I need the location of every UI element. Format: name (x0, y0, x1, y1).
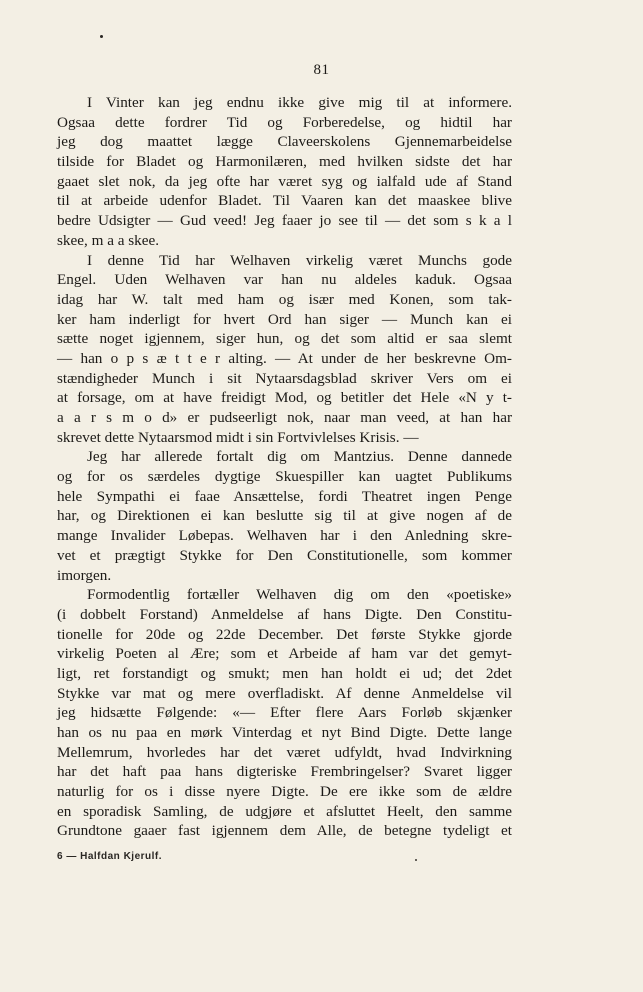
text-line: hele Sympathi ei faae Ansættelse, fordi Theatret ingen Penge (57, 487, 512, 505)
text-line: I Vinter kan jeg endnu ikke give mig til at informere. (87, 94, 512, 111)
body-text (57, 93, 512, 841)
text-line: han os nu paa en mørk Vinterdag et nyt Bind Digte. Dette lange (57, 724, 512, 741)
text-line: gaaet slet nok, da jeg ofte har været syg og ialfald ude af Stand (57, 172, 512, 190)
text-line: — han o p s æ t t e r alting. — At under de her beskrevne Om- (57, 349, 512, 367)
text-line: mange Invalider Løbepas. Welhaven har i den Anledning skre- (57, 527, 512, 545)
text-line: naturlig for os i disse nyere Digte. De ere ikke som de ældre (57, 783, 512, 801)
text-line: Grundtone gaaer fast igjennem dem Alle, de betegne tydeligt et (57, 822, 512, 840)
text-line: at forsage, om at have freidigt Mod, og betitler det Hele «N y t- (57, 389, 512, 407)
text-line: Engel. Uden Welhaven var han nu aldeles kaduk. Ogsaa (57, 271, 512, 289)
text-line: Jeg har allerede fortalt dig om Mantzius. Denne dannede (87, 448, 512, 466)
text-line: imorgen. (57, 566, 112, 584)
text-line: og for os særdeles dygtige Skuespiller kan uagtet Publikums (57, 468, 512, 486)
text-line: I denne Tid har Welhaven virkelig været Munchs gode (87, 251, 512, 269)
ink-dot (415, 859, 417, 861)
text-line: a a r s m o d» er pudseerligt nok, naar man veed, at han har (57, 409, 512, 426)
text-line: vet et prægtigt Stykke for Den Constitutionelle, som kommer (57, 546, 512, 564)
text-line: til at arbeide udenfor Bladet. Til Vaaren kan det maaskee blive (57, 192, 512, 210)
text-line: en sporadisk Samling, de udgjøre et afsluttet Heelt, den samme (57, 802, 512, 820)
text-line: skee, m a a skee. (57, 231, 160, 249)
text-line: ker ham inderligt for hvert Ord han siger — Munch kan ei (57, 310, 512, 328)
page-number: 81 (313, 62, 330, 78)
text-line: sætte noget igjennem, siger hun, og det som altid er saa slemt (57, 330, 512, 348)
text-line: Ogsaa dette fordrer Tid og Forberedelse, og hidtil har (57, 113, 512, 131)
text-line: jeg hidsætte Følgende: «— Efter flere Aars Forløb skjænker (57, 704, 512, 722)
text-line: tilside for Bladet og Harmonilæren, med hvilken sidste det har (57, 153, 512, 171)
text-line: bedre Udsigter — Gud veed! Jeg faaer jo see til — det som s k a l (57, 212, 512, 230)
signature-mark: 6 — Halfdan Kjerulf. (57, 851, 163, 862)
text-line: idag har W. talt med ham og især med Konen, som tak- (57, 290, 512, 308)
text-line: Mellemrum, hvorledes har det været udfyldt, hvad Indvirkning (57, 743, 512, 761)
text-line: virkelig Poeten al Ære; som et Arbeide af ham var det gemyt- (57, 645, 512, 663)
text-line: ligt, ret forstandigt og smukt; men han holdt ei ud; det 2det (57, 664, 512, 682)
text-line: jeg dog maattet lægge Claveerskolens Gjennemarbeidelse (57, 133, 512, 151)
text-line: stændigheder Munch i sit Nytaarsdagsblad skriver Vers om ei (57, 369, 512, 387)
text-line: har det haft paa hans digteriske Frembringelser? Svaret ligger (57, 763, 512, 781)
text-line: tionelle for 20de og 22de December. Det første Stykke gjorde (57, 625, 512, 643)
text-line: Formodentlig fortæller Welhaven dig om den «poetiske» (87, 586, 512, 604)
ink-speck (100, 35, 103, 38)
text-line: har, og Direktionen ei kan beslutte sig til at give nogen af de (57, 507, 512, 525)
text-line: skrevet dette Nytaarsmod midt i sin Fortvivlelses Krisis. — (57, 428, 419, 446)
text-line: Stykke var mat og mere overfladiskt. Af denne Anmeldelse vil (57, 684, 512, 702)
text-line: (i dobbelt Forstand) Anmeldelse af hans Digte. Den Constitu- (57, 605, 512, 623)
